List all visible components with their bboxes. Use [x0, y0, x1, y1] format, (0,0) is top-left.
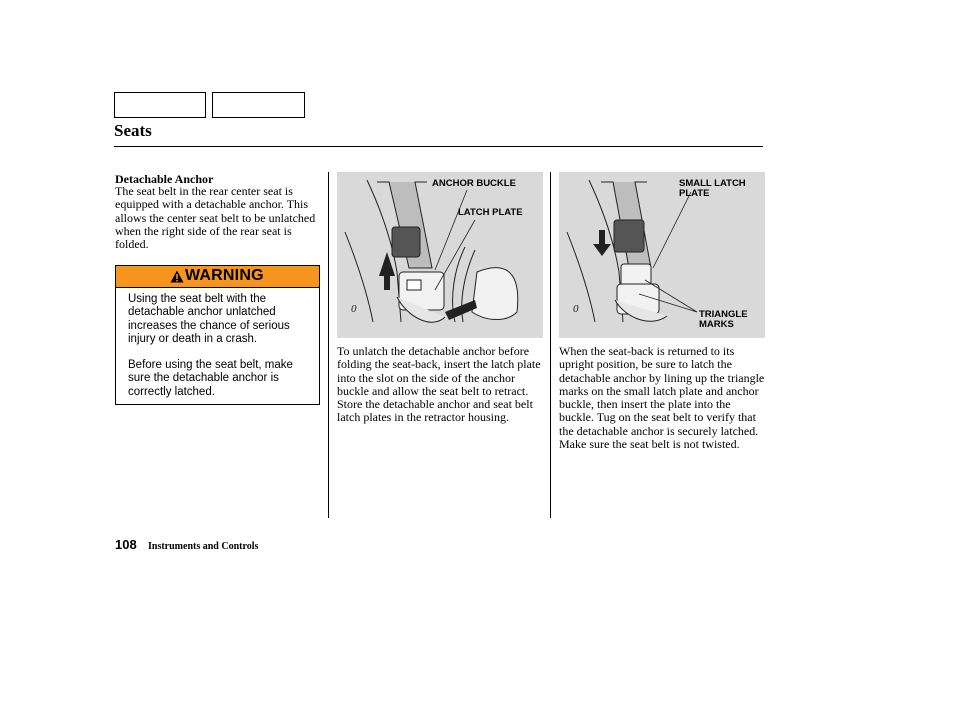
detachable-anchor-heading: Detachable Anchor [115, 172, 214, 186]
warning-triangle-icon [170, 270, 184, 283]
page-number: 108 [115, 537, 137, 552]
warning-paragraph-1: Using the seat belt with the detachable anchor unlatched increases the chance of serious injury or death in a crash. [128, 293, 290, 345]
warning-title: WARNING [185, 267, 264, 284]
warning-header [116, 266, 319, 288]
header-tab-box-2 [212, 92, 305, 118]
section-title: Seats [114, 121, 152, 140]
anchor-buckle-callout: ANCHOR BUCKLE [432, 178, 516, 189]
unlatch-illustration [337, 172, 543, 338]
footer-section-label: Instruments and Controls [148, 541, 259, 552]
latch-illustration [559, 172, 765, 338]
warning-box [115, 265, 320, 405]
column-divider-1 [328, 172, 329, 518]
detachable-anchor-text: The seat belt in the rear center seat is equipped with a detachable anchor. This allows the center seat belt to be unlatched when the right side of the rear seat is folded. [115, 184, 316, 252]
small-latch-plate-callout: SMALL LATCH PLATE [679, 178, 746, 199]
title-rule [114, 146, 763, 147]
svg-text:0: 0 [351, 303, 357, 315]
latch-instructions: When the seat-back is returned to its upright position, be sure to latch the detachable anchor by lining up the triangle marks on the small latch plate and anchor buckle, then insert the plate into the buckle. Tug on the seat belt to verify that the detachable anchor is securely latched. Make sure the seat belt is not twisted. [559, 344, 765, 452]
unlatch-drawing [337, 172, 543, 338]
triangle-marks-callout: TRIANGLE MARKS [699, 309, 748, 330]
column-divider-2 [550, 172, 551, 518]
header-tab-box-1 [114, 92, 206, 118]
svg-text:0: 0 [573, 303, 579, 315]
latch-plate-callout: LATCH PLATE [458, 207, 523, 218]
unlatch-instructions: To unlatch the detachable anchor before folding the seat-back, insert the latch plate into the slot on the side of the anchor buckle and allow the seat belt to retract. Store the detachable anchor and seat belt latch plates in the retractor housing. [337, 344, 541, 425]
warning-paragraph-2: Before using the seat belt, make sure the detachable anchor is correctly latched. [128, 359, 293, 398]
